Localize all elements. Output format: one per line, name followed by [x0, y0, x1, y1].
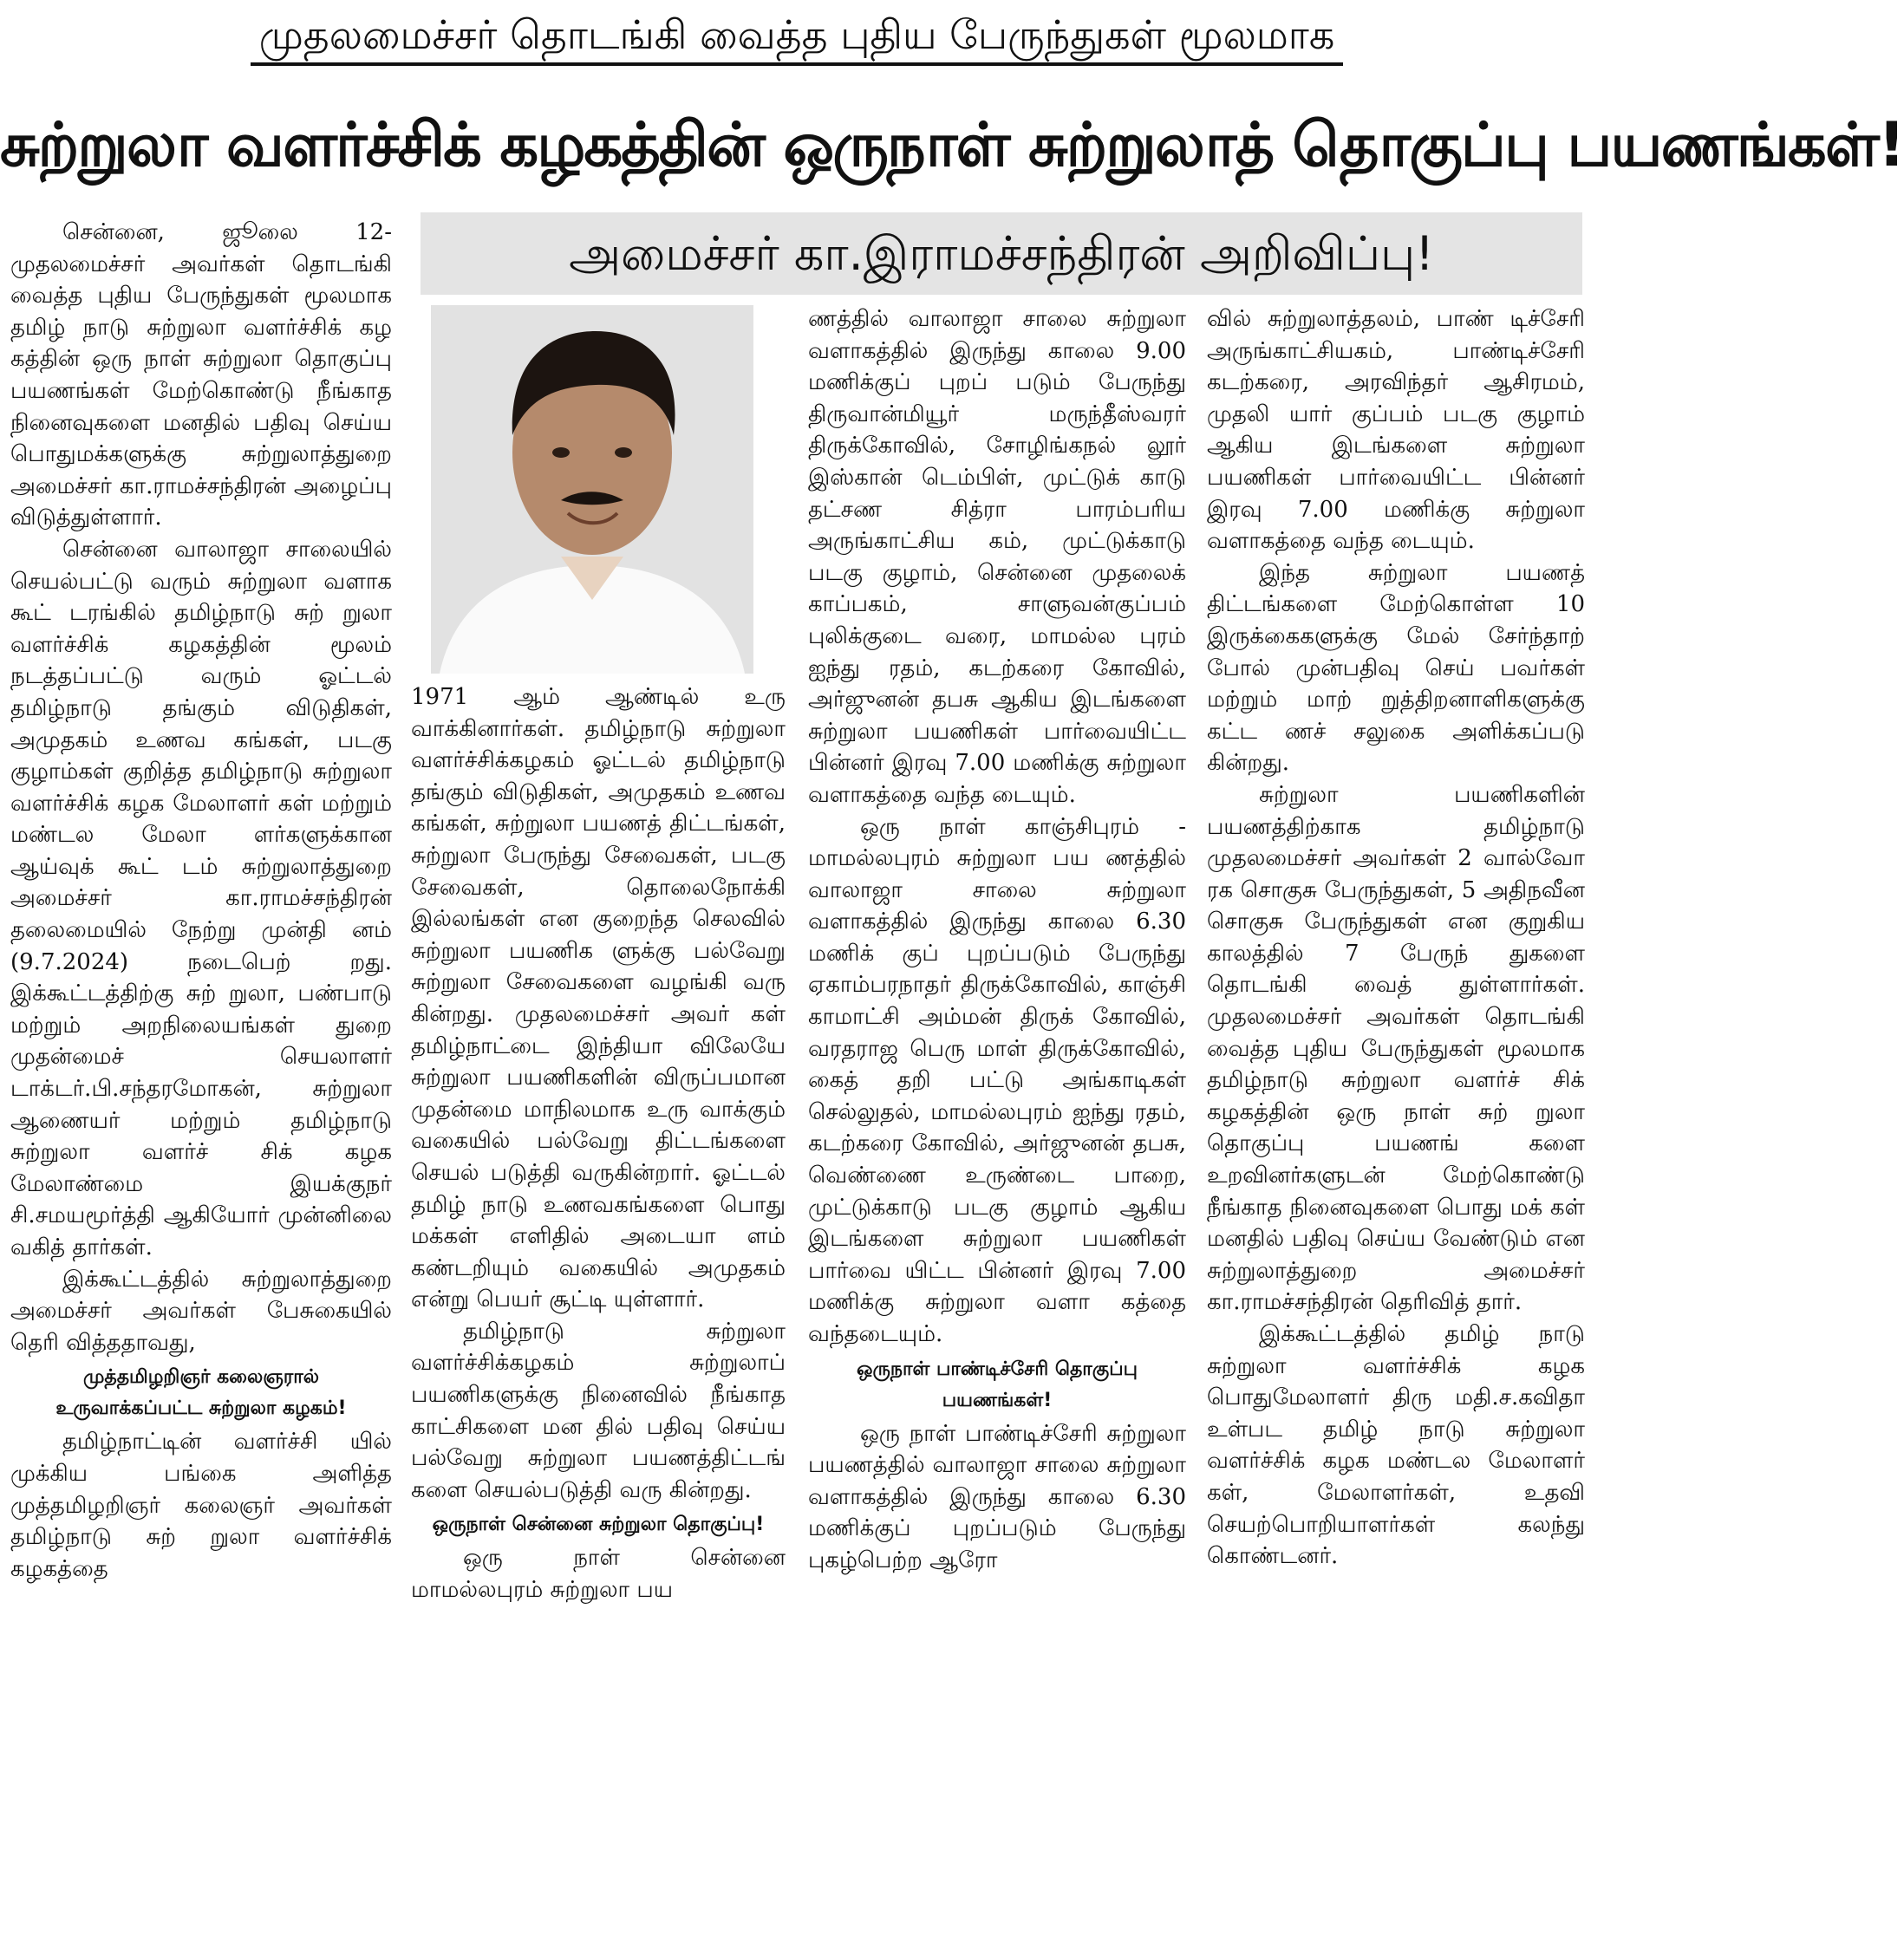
- paragraph: ஒரு நாள் காஞ்சிபுரம் - மாமல்லபுரம் சுற்றுலா பய ணத்தில் வாலாஜா சாலை சுற்றுலா வளாகத்தில் இருந்து காலை 6.30 மணிக் குப் புறப்படும் பேருந்து ஏகாம்பரநாதர் திருக்கோவில், காஞ்சி காமாட்சி அம்மன் திருக் கோவில், வரதராஜ பெரு மாள் திருக்கோவில், கைத் தறி பட்டு அங்காடிகள் செல்லுதல், மாமல்லபுரம் ஐந்து ரதம், கடற்கரை கோவில், அர்ஜுனன் தபசு, வெண்ணை உருண்டை பாறை, முட்டுக்காடு படகு குழாம் ஆகிய இடங்களை சுற்றுலா பயணிகள் பார்வை யிட்ட பின்னர் இரவு 7.00 மணிக்கு சுற்றுலா வளா கத்தை வந்தடையும்.: [808, 813, 1186, 1347]
- paragraph: ணத்தில் வாலாஜா சாலை சுற்றுலா வளாகத்தில் இருந்து காலை 9.00 மணிக்குப் புறப் படும் பேருந்து திருவான்மியூர் மருந்தீஸ்வரர் திருக்கோவில், சோழிங்கநல் லூர் இஸ்கான் டெம்பிள், முட்டுக் காடு தட்சண சித்ரா பாரம்பரிய அருங்காட்சிய கம், முட்டுக்காடு படகு குழாம், சென்னை முதலைக் காப்பகம், சாளுவன்குப்பம் புலிக்குடை வரை, மாமல்ல புரம் ஐந்து ரதம், கடற்கரை கோவில், அர்ஜுனன் தபசு ஆகிய இடங்களை சுற்றுலா பயணிகள் பார்வையிட்ட பின்னர் இரவு 7.00 மணிக்கு சுற்றுலா வளாகத்தை வந்த டையும்.: [808, 306, 1186, 808]
- paragraph: ஒரு நாள் பாண்டிச்சேரி சுற்றுலா பயணத்தில் வாலாஜா சாலை சுற்றுலா வளாகத்தில் இருந்து காலை 6.30 மணிக்குப் புறப்படும் பேருந்து புகழ்பெற்ற ஆரோ: [808, 1420, 1186, 1573]
- section-heading: ஒருநாள் சென்னை சுற்றுலா தொகுப்பு!: [432, 1514, 765, 1536]
- portrait-icon: [431, 305, 753, 674]
- article-column-3: [808, 303, 1186, 1954]
- paragraph: சென்னை, ஜூலை 12- முதலமைச்சர் அவர்கள் தொடங்கி வைத்த புதிய பேருந்துகள் மூலமாக தமிழ் நாடு சுற்றுலா வளர்ச்சிக் கழ கத்தின் ஒரு நாள் சுற்றுலா தொகுப்பு பயணங்கள் மேற்கொண்டு நீங்காத நினைவுகளை மனதில் பதிவு செய்ய பொதுமக்களுக்கு சுற்றுலாத்துறை அமைச்சர் கா.ராமச்சந்திரன் அழைப்பு விடுத்துள்ளார்.: [10, 219, 392, 531]
- paragraph: சென்னை வாலாஜா சாலையில் செயல்பட்டு வரும் சுற்றுலா வளாக கூட் டரங்கில் தமிழ்நாடு சுற் றுலா வளர்ச்சிக் கழகத்தின் மூலம் நடத்தப்பட்டு வரும் ஓட்டல் தமிழ்நாடு தங்கும் விடுதிகள், அமுதகம் உணவ கங்கள், படகு குழாம்கள் குறித்த தமிழ்நாடு சுற்றுலா வளர்ச்சிக் கழக மேலாளர் கள் மற்றும் மண்டல மேலா ளர்களுக்கான ஆய்வுக் கூட் டம் சுற்றுலாத்துறை அமைச்சர் கா.ராமச்சந்திரன் தலைமையில் நேற்று முன்தி னம் (9.7.2024) நடைபெற் றது. இக்கூட்டத்திற்கு சுற் றுலா, பண்பாடு மற்றும் அறநிலையங்கள் துறை முதன்மைச் செயலாளர் டாக்டர்.பி.சந்தரமோகன், சுற்றுலா ஆணையர் மற்றும் தமிழ்நாடு சுற்றுலா வளர்ச் சிக் கழக மேலாண்மை இயக்குநர் சி.சமயமூர்த்தி ஆகியோர் முன்னிலை வகித் தார்கள்.: [10, 536, 392, 1260]
- paragraph: இந்த சுற்றுலா பயணத் திட்டங்களை மேற்கொள்ள 10 இருக்கைகளுக்கு மேல் சேர்ந்தாற் போல் முன்பதிவு செய் பவர்கள் மற்றும் மாற் றுத்திறனாளிகளுக்கு கட்ட ணச் சலுகை அளிக்கப்படு கின்றது.: [1207, 559, 1585, 777]
- section-heading: ஒருநாள் பாண்டிச்சேரி தொகுப்பு பயணங்கள்!: [857, 1358, 1138, 1411]
- paragraph: சுற்றுலா பயணிகளின் பயணத்திற்காக தமிழ்நாடு முதலமைச்சர் அவர்கள் 2 வால்வோ ரக சொகுசு பேருந்துகள், 5 அதிநவீன சொகுசு பேருந்துகள் என குறுகிய காலத்தில் 7 பேருந் துகளை தொடங்கி வைத் துள்ளார்கள். முதலமைச்சர் அவர்கள் தொடங்கி வைத்த புதிய பேருந்துகள் மூலமாக தமிழ்நாடு சுற்றுலா வளர்ச் சிக் கழகத்தின் ஒரு நாள் சுற் றுலா தொகுப்பு பயணங் களை உறவினர்களுடன் மேற்கொண்டு நீங்காத நினைவுகளை பொது மக் கள் மனதில் பதிவு செய்ய வேண்டும் என சுற்றுலாத்துறை அமைச்சர் கா.ராமச்சந்திரன் தெரிவித் தார்.: [1207, 781, 1585, 1316]
- paragraph: வில் சுற்றுலாத்தலம், பாண் டிச்சேரி அருங்காட்சியகம், பாண்டிச்சேரி கடற்கரை, அரவிந்தர் ஆசிரமம், முதலி யார் குப்பம் படகு குழாம் ஆகிய இடங்களை சுற்றுலா பயணிகள் பார்வையிட்ட பின்னர் இரவு 7.00 மணிக்கு சுற்றுலா வளாகத்தை வந்த டையும்.: [1207, 306, 1585, 555]
- paragraph: இக்கூட்டத்தில் தமிழ் நாடு சுற்றுலா வளர்ச்சிக் கழக பொதுமேலாளர் திரு மதி.ச.கவிதா உள்பட தமிழ் நாடு சுற்றுலா வளர்ச்சிக் கழக மண்டல மேலாளர் கள், மேலாளர்கள், உதவி செயற்பொறியாளர்கள் கலந்து கொண்டனர்.: [1207, 1321, 1585, 1570]
- paragraph: ஒரு நாள் சென்னை மாமல்லபுரம் சுற்றுலா பய: [411, 1545, 786, 1604]
- subheadline: அமைச்சர் கா.இராமச்சந்திரன் அறிவிப்பு!: [421, 212, 1582, 295]
- portrait-photo: [431, 305, 753, 674]
- article-column-4: [1207, 303, 1585, 1954]
- section-heading: முத்தமிழறிஞர் கலைஞரால் உருவாக்கப்பட்ட சுற்றுலா கழகம்!: [55, 1366, 347, 1420]
- kicker-line: [0, 7, 1594, 66]
- paragraph: தமிழ்நாட்டின் வளர்ச்சி யில் முக்கிய பங்கை அளித்த முத்தமிழறிஞர் கலைஞர் அவர்கள் தமிழ்நாடு சுற் றுலா வளர்ச்சிக் கழகத்தை: [10, 1429, 392, 1582]
- headline: சுற்றுலா வளர்ச்சிக் கழகத்தின் ஒருநாள் சுற்றுலாத் தொகுப்பு பயணங்கள்!: [0, 109, 1904, 180]
- paragraph: 1971 ஆம் ஆண்டில் உரு வாக்கினார்கள். தமிழ்நாடு சுற்றுலா வளர்ச்சிக்கழகம் ஓட்டல் தமிழ்நாடு தங்கும் விடுதிகள், அமுதகம் உணவ கங்கள், சுற்றுலா பயணத் திட்டங்கள், சுற்றுலா பேருந்து சேவைகள், படகு சேவைகள், தொலைநோக்கி இல்லங்கள் என குறைந்த செலவில் சுற்றுலா பயணிக ளுக்கு பல்வேறு சுற்றுலா சேவைகளை வழங்கி வரு கின்றது. முதலமைச்சர் அவர் கள் தமிழ்நாட்டை இந்தியா விலேயே சுற்றுலா பயணிகளின் விருப்பமான முதன்மை மாநிலமாக உரு வாக்கும் வகையில் பல்வேறு திட்டங்களை செயல் படுத்தி வருகின்றார். ஓட்டல் தமிழ் நாடு உணவகங்களை பொது மக்கள் எளிதில் அடையா ளம் கண்டறியும் வகையில் அமுதகம் என்று பெயர் சூட்டி யுள்ளார்.: [411, 684, 786, 1313]
- paragraph: இக்கூட்டத்தில் சுற்றுலாத்துறை அமைச்சர் அவர்கள் பேசுகையில் தெரி வித்ததாவது,: [10, 1266, 392, 1356]
- kicker-text: முதலமைச்சர் தொடங்கி வைத்த புதிய பேருந்துகள் மூலமாக: [251, 7, 1344, 66]
- paragraph: தமிழ்நாடு சுற்றுலா வளர்ச்சிக்கழகம் சுற்றுலாப் பயணிகளுக்கு நினைவில் நீங்காத காட்சிகளை மன தில் பதிவு செய்ய பல்வேறு சுற்றுலா பயணத்திட்டங் களை செயல்படுத்தி வரு கின்றது.: [411, 1318, 786, 1503]
- article-column-2: [411, 681, 786, 1954]
- article-column-1: [10, 217, 392, 1954]
